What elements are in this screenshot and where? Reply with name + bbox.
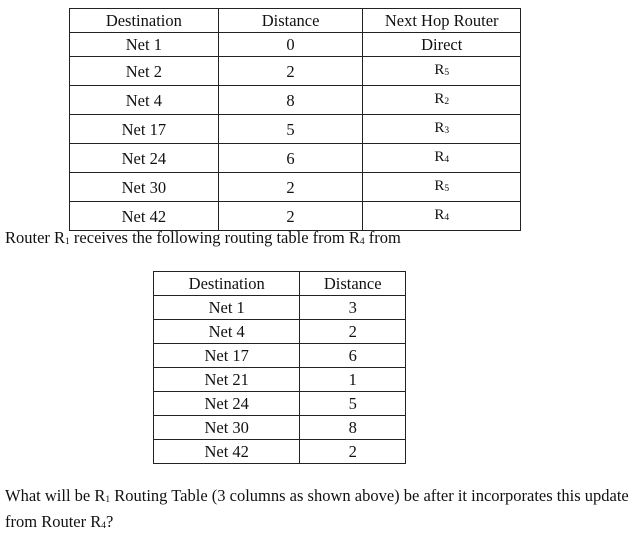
header-destination: Destination — [70, 9, 219, 33]
table-row — [154, 416, 406, 440]
table-row — [154, 320, 406, 344]
distance-cell: 6 — [218, 144, 363, 173]
question-text-2: Routing Table (3 columns as shown above) be after it incorporates this update from Router R — [5, 486, 629, 531]
next-hop-router: R — [434, 178, 445, 194]
intro-text-1: Router R — [5, 228, 66, 247]
destination-cell: Net 30 — [154, 416, 300, 440]
table-header-row — [154, 272, 406, 296]
next-hop-router: R — [434, 91, 445, 107]
intro-subscript-1: 1 — [65, 237, 70, 247]
distance-cell: 6 — [300, 344, 406, 368]
destination-cell: Net 30 — [70, 173, 219, 202]
question-subscript-1: 1 — [105, 495, 111, 505]
received-routing-table — [153, 271, 406, 464]
intro-text-3: from — [364, 228, 401, 247]
destination-cell: Net 4 — [70, 86, 219, 115]
distance-cell: 2 — [300, 320, 406, 344]
table-row — [154, 296, 406, 320]
next-hop-router-subscript: 4 — [444, 155, 450, 165]
table-row — [154, 368, 406, 392]
destination-cell: Net 24 — [70, 144, 219, 173]
distance-cell: 5 — [300, 392, 406, 416]
distance-cell: 8 — [218, 86, 363, 115]
table-row — [70, 144, 521, 173]
intro-text-2: receives the following routing table from R — [69, 228, 360, 247]
header-distance: Distance — [218, 9, 363, 33]
table-header-row — [70, 9, 521, 33]
distance-cell: 3 — [300, 296, 406, 320]
destination-cell: Net 17 — [70, 115, 219, 144]
next-hop-text: Direct — [421, 35, 463, 54]
distance-cell: 2 — [218, 202, 363, 231]
question-text-1: What will be R — [5, 486, 106, 505]
distance-cell: 0 — [218, 33, 363, 57]
distance-cell: 1 — [300, 368, 406, 392]
table-row — [70, 86, 521, 115]
distance-cell: 2 — [300, 440, 406, 464]
table-row — [70, 57, 521, 86]
next-hop-router: R — [434, 62, 445, 78]
next-hop-cell — [363, 86, 521, 115]
initial-routing-table — [69, 8, 521, 231]
destination-cell: Net 21 — [154, 368, 300, 392]
next-hop-cell — [363, 33, 521, 57]
intro-subscript-2: 4 — [359, 237, 365, 247]
destination-cell: Net 1 — [70, 33, 219, 57]
destination-cell: Net 2 — [70, 57, 219, 86]
question-sentence — [5, 485, 629, 537]
table-row — [70, 173, 521, 202]
header-destination: Destination — [154, 272, 300, 296]
distance-cell: 8 — [300, 416, 406, 440]
question-text-3: ? — [106, 512, 114, 531]
intro-sentence — [5, 227, 401, 253]
destination-cell: Net 24 — [154, 392, 300, 416]
destination-cell: Net 17 — [154, 344, 300, 368]
next-hop-router-subscript: 5 — [444, 184, 450, 194]
header-distance: Distance — [300, 272, 406, 296]
destination-cell: Net 42 — [154, 440, 300, 464]
next-hop-cell — [363, 173, 521, 202]
header-next-hop-router: Next Hop Router — [363, 9, 521, 33]
next-hop-router-subscript: 4 — [444, 213, 450, 223]
next-hop-cell — [363, 144, 521, 173]
next-hop-router: R — [434, 120, 445, 136]
next-hop-router: R — [434, 149, 445, 165]
distance-cell: 5 — [218, 115, 363, 144]
next-hop-router-subscript: 5 — [444, 68, 450, 78]
table-row — [70, 33, 521, 57]
next-hop-cell — [363, 57, 521, 86]
table-row — [154, 440, 406, 464]
distance-cell: 2 — [218, 57, 363, 86]
next-hop-router-subscript: 3 — [444, 126, 450, 136]
destination-cell: Net 42 — [70, 202, 219, 231]
question-subscript-2: 4 — [101, 521, 106, 531]
next-hop-router: R — [434, 207, 445, 223]
next-hop-cell — [363, 115, 521, 144]
table-row — [70, 115, 521, 144]
table-row — [154, 344, 406, 368]
destination-cell: Net 4 — [154, 320, 300, 344]
destination-cell: Net 1 — [154, 296, 300, 320]
distance-cell: 2 — [218, 173, 363, 202]
next-hop-router-subscript: 2 — [444, 97, 450, 107]
table-row — [154, 392, 406, 416]
